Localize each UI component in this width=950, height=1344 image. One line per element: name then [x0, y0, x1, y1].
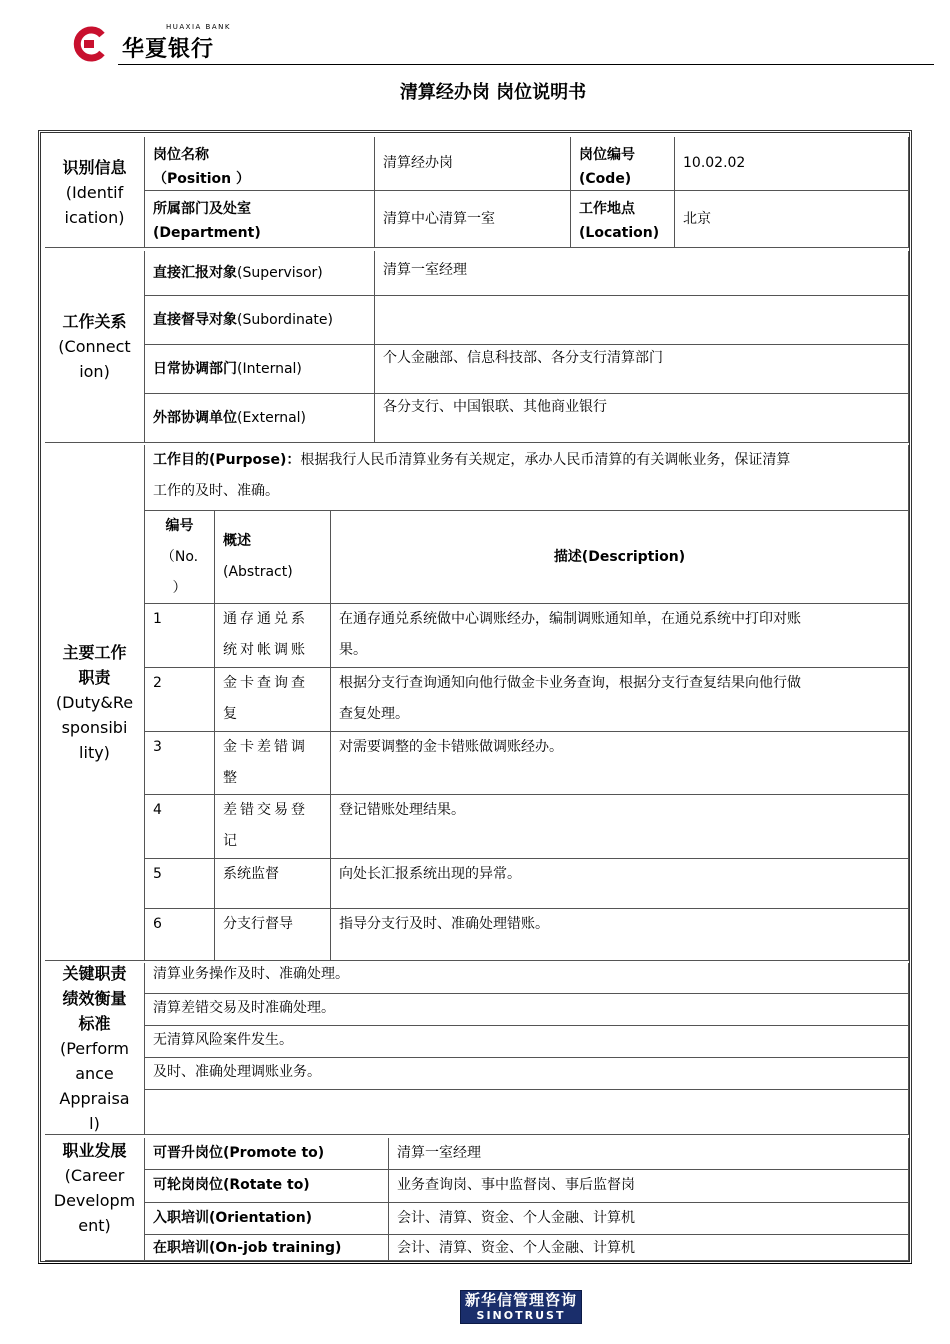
page-header [0, 0, 950, 70]
appraisal-item [145, 1090, 909, 1135]
duty-description: 根据分支行查询通知向他行做金卡业务查询，根据分支行查复结果向他行做 查复处理。 [331, 668, 909, 732]
external-value: 各分支行、中国银联、其他商业银行 [375, 394, 909, 443]
external-label: 外部协调单位 (External) [145, 394, 375, 443]
subordinate-label: 直接督导对象 (Subordinate) [145, 296, 375, 345]
col-description-header: 描述(Description) [331, 511, 909, 604]
bottom-divider [38, 1263, 912, 1264]
rotate-label: 可轮岗岗位(Rotate to) [145, 1170, 389, 1203]
position-value: 清算经办岗 [375, 137, 571, 191]
duty-description: 向处长汇报系统出现的异常。 [331, 859, 909, 909]
orientation-label: 入职培训(Orientation) [145, 1203, 389, 1235]
bank-name-en: HUAXIA BANK [166, 23, 231, 31]
code-label: 岗位编号 (Code) [571, 137, 675, 191]
col-no-header: 编号 （No. ） [145, 511, 215, 604]
duty-no: 3 [145, 732, 215, 795]
bank-name-cn: 华夏银行 [122, 37, 215, 62]
col-abstract-header: 概述 (Abstract) [215, 511, 331, 604]
duty-abstract: 差错交易登 记 [215, 795, 331, 859]
department-value: 清算中心清算一室 [375, 191, 571, 248]
location-value: 北京 [675, 191, 909, 248]
supervisor-value: 清算一室经理 [375, 251, 909, 296]
duty-abstract: 金卡查询查 复 [215, 668, 331, 732]
subordinate-value [375, 296, 909, 345]
onjob-training-label: 在职培训(On-job training) [145, 1235, 389, 1261]
duty-no: 2 [145, 668, 215, 732]
promote-label: 可晋升岗位(Promote to) [145, 1138, 389, 1170]
duty-no: 1 [145, 604, 215, 668]
internal-value: 个人金融部、信息科技部、各分支行清算部门 [375, 345, 909, 394]
duty-no: 4 [145, 795, 215, 859]
consultant-name-cn: 新华信管理咨询 [464, 1291, 577, 1309]
onjob-training-value: 会计、清算、资金、个人金融、计算机 [389, 1235, 909, 1261]
connection-section-label: 工作关系 (Connect ion) [45, 251, 145, 443]
position-label: 岗位名称 （Position ） [145, 137, 375, 191]
duty-description: 对需要调整的金卡错账做调账经办。 [331, 732, 909, 795]
appraisal-item: 无清算风险案件发生。 [145, 1026, 909, 1058]
duty-abstract: 分支行督导 [215, 909, 331, 961]
appraisal-item: 及时、准确处理调账业务。 [145, 1058, 909, 1090]
rotate-value: 业务查询岗、事中监督岗、事后监督岗 [389, 1170, 909, 1203]
appraisal-item: 清算差错交易及时准确处理。 [145, 994, 909, 1026]
code-value: 10.02.02 [675, 137, 909, 191]
appraisal-item: 清算业务操作及时、准确处理。 [145, 963, 909, 994]
duty-no: 6 [145, 909, 215, 961]
duty-no: 5 [145, 859, 215, 909]
job-description-table [38, 130, 912, 1264]
identification-section-label: 识别信息 (Identif ication) [45, 137, 145, 248]
duty-description: 在通存通兑系统做中心调账经办，编制调账通知单，在通兑系统中打印对账 果。 [331, 604, 909, 668]
duty-abstract: 通存通兑系 统对帐调账 [215, 604, 331, 668]
internal-label: 日常协调部门 (Internal) [145, 345, 375, 394]
consultant-name-en: SINOTRUST [476, 1309, 566, 1322]
duty-abstract: 金卡差错调 整 [215, 732, 331, 795]
career-section-label: 职业发展 (Career Developm ent) [45, 1138, 145, 1261]
sinotrust-logo [460, 1290, 582, 1324]
orientation-value: 会计、清算、资金、个人金融、计算机 [389, 1203, 909, 1235]
purpose-cell: 工作目的(Purpose)：根据我行人民币清算业务有关规定，承办人民币清算的有关调帐业务，保证清算 工作的及时、准确。 [145, 445, 909, 511]
department-label: 所属部门及处室 (Department) [145, 191, 375, 248]
document-title: 清算经办岗 岗位说明书 [399, 82, 587, 103]
huaxia-bank-logo-icon [72, 26, 110, 62]
duty-section-label: 主要工作 职责 (Duty&Re sponsibi lity) [45, 445, 145, 961]
appraisal-section-label: 关键职责 绩效衡量 标准 (Perform ance Appraisa l) [45, 963, 145, 1135]
header-divider [118, 64, 934, 65]
supervisor-label: 直接汇报对象 (Supervisor) [145, 251, 375, 296]
location-label: 工作地点 (Location) [571, 191, 675, 248]
duty-description: 指导分支行及时、准确处理错账。 [331, 909, 909, 961]
duty-description: 登记错账处理结果。 [331, 795, 909, 859]
duty-abstract: 系统监督 [215, 859, 331, 909]
promote-value: 清算一室经理 [389, 1138, 909, 1170]
